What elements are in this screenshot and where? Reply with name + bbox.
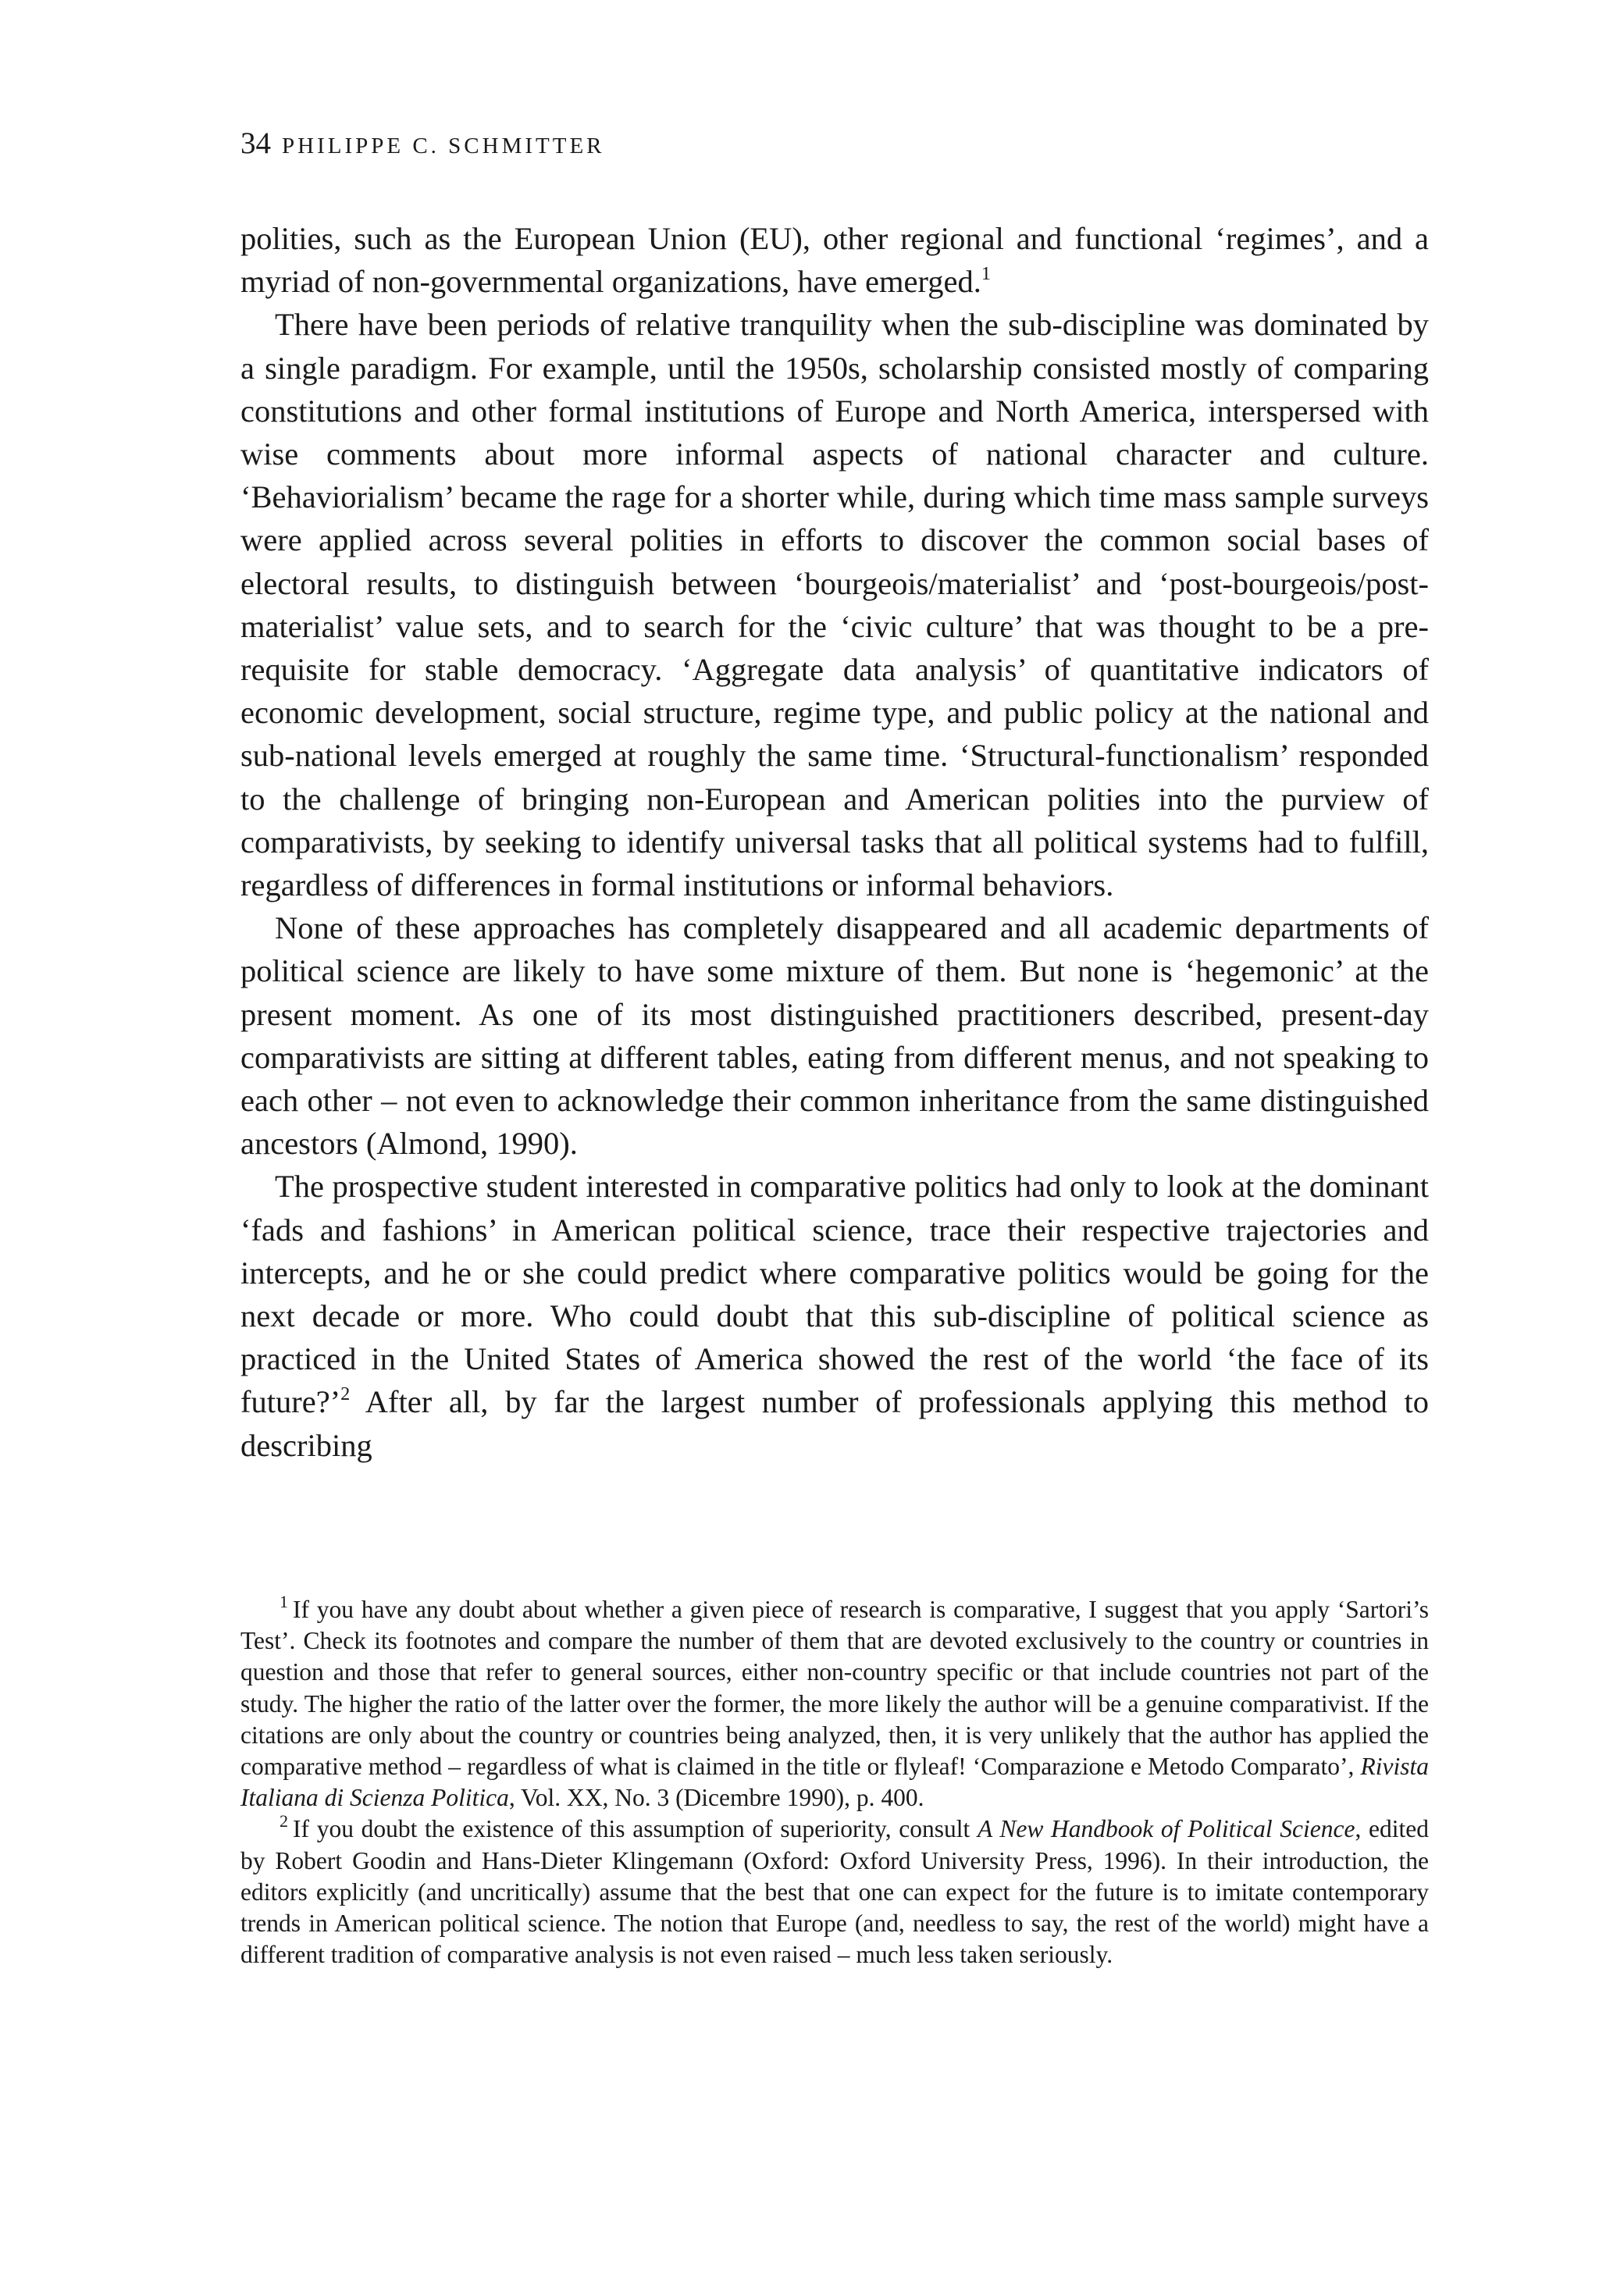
footnote-1-journal: Rivista Italiana di Scienza Politica: [240, 1753, 1429, 1812]
footnotes: [240, 1591, 1429, 1970]
footnote-1-text-b: , Vol. XX, No. 3 (Dicembre 1990), p. 400.: [508, 1784, 924, 1812]
paragraph-2: There have been periods of relative tranquility when the sub-discipline was dominated by a single paradigm. For example, until the 1950s, scholarship consisted mostly of comparing constitutions and other formal institutions of Europe and North America, interspersed with wise comments about more informal aspects of national character and culture. ‘Behaviorialism’ became the rage for a shorter while, during which time mass sample surveys were applied across several polities in efforts to discover the common social bases of electoral results, to distinguish between ‘bourgeois/materialist’ and ‘post-bourgeois/post-materialist’ value sets, and to search for the ‘civic culture’ that was thought to be a pre-requisite for stable democracy. ‘Aggregate data analysis’ of quantitative indicators of economic development, social structure, regime type, and public policy at the national and sub-national levels emerged at roughly the same time. ‘Structural-functionalism’ responded to the challenge of bringing non-European and American polities into the purview of comparativists, by seeking to identify universal tasks that all political systems had to fulfill, regardless of differences in formal institutions or informal behaviors.: [240, 307, 1429, 903]
paragraph-1-text: polities, such as the European Union (EU), other regional and functional ‘regimes’, and a myriad of non-governmental organizations, have emerged.: [240, 221, 1429, 300]
paragraph-4-text-b: After all, by far the largest number of professionals applying this method to describing: [240, 1384, 1429, 1463]
footnote-1-text-a: If you have any doubt about whether a given piece of research is comparative, I suggest that you apply ‘Sartori’s Test’. Check its footnotes and compare the number of them that are devoted exclusively to the country or countries in question and those that refer to general sources, either non-country specific or that include countries not part of the study. The higher the ratio of the latter over the former, the more likely the author will be a genuine comparativist. If the citations are only about the country or countries being analyzed, then, it is very unlikely that the author has applied the comparative method – regardless of what is claimed in the title or flyleaf! ‘Comparazione e Metodo Comparato’,: [240, 1596, 1429, 1781]
running-head-author: PHILIPPE C. SCHMITTER: [282, 133, 605, 158]
footnote-1: [240, 1591, 1429, 1814]
paragraph-4-text-a: The prospective student interested in comparative politics had only to look at the dominant ‘fads and fashions’ in American political science, trace their respective trajectories and intercepts, and he or she could predict where comparative politics would be going for the next decade or more. Who could doubt that this sub-discipline of political science as practiced in the United States of America showed the rest of the world ‘the face of its future?’: [240, 1169, 1429, 1420]
footnote-ref-1: 1: [981, 263, 991, 285]
footnote-ref-2: 2: [340, 1383, 351, 1405]
paragraph-1: [240, 217, 1429, 303]
footnote-2-book: A New Handbook of Political Science: [977, 1815, 1355, 1843]
paragraph-4: [240, 1165, 1429, 1466]
footnote-2-text-a: If you doubt the existence of this assumption of superiority, consult: [293, 1815, 978, 1843]
running-head: [240, 125, 605, 165]
footnote-2-text-b: , edited by Robert Goodin and Hans-Dieter Klingemann (Oxford: Oxford University Press, 1996). In their introduction, the editors explicitly (and uncritically) assume that the best that one can expect for the future is to imitate contemporary trends in American political science. The notion that Europe (and, needless to say, the rest of the world) might have a different tradition of comparative analysis is not even raised – much less taken seriously.: [240, 1815, 1429, 1969]
main-text: [240, 217, 1429, 1467]
footnote-2-marker: 2: [280, 1811, 289, 1831]
page-number: 34: [240, 126, 271, 160]
paragraph-3: None of these approaches has completely disappeared and all academic departments of political science are likely to have some mixture of them. But none is ‘hegemonic’ at the present moment. As one of its most distinguished practitioners described, present-day comparativists are sitting at different tables, eating from different menus, and not speaking to each other – not even to acknowledge their common inheritance from the same distinguished ancestors (Almond, 1990).: [240, 910, 1429, 1162]
footnote-2: [240, 1811, 1429, 1970]
footnote-1-marker: 1: [280, 1591, 289, 1611]
